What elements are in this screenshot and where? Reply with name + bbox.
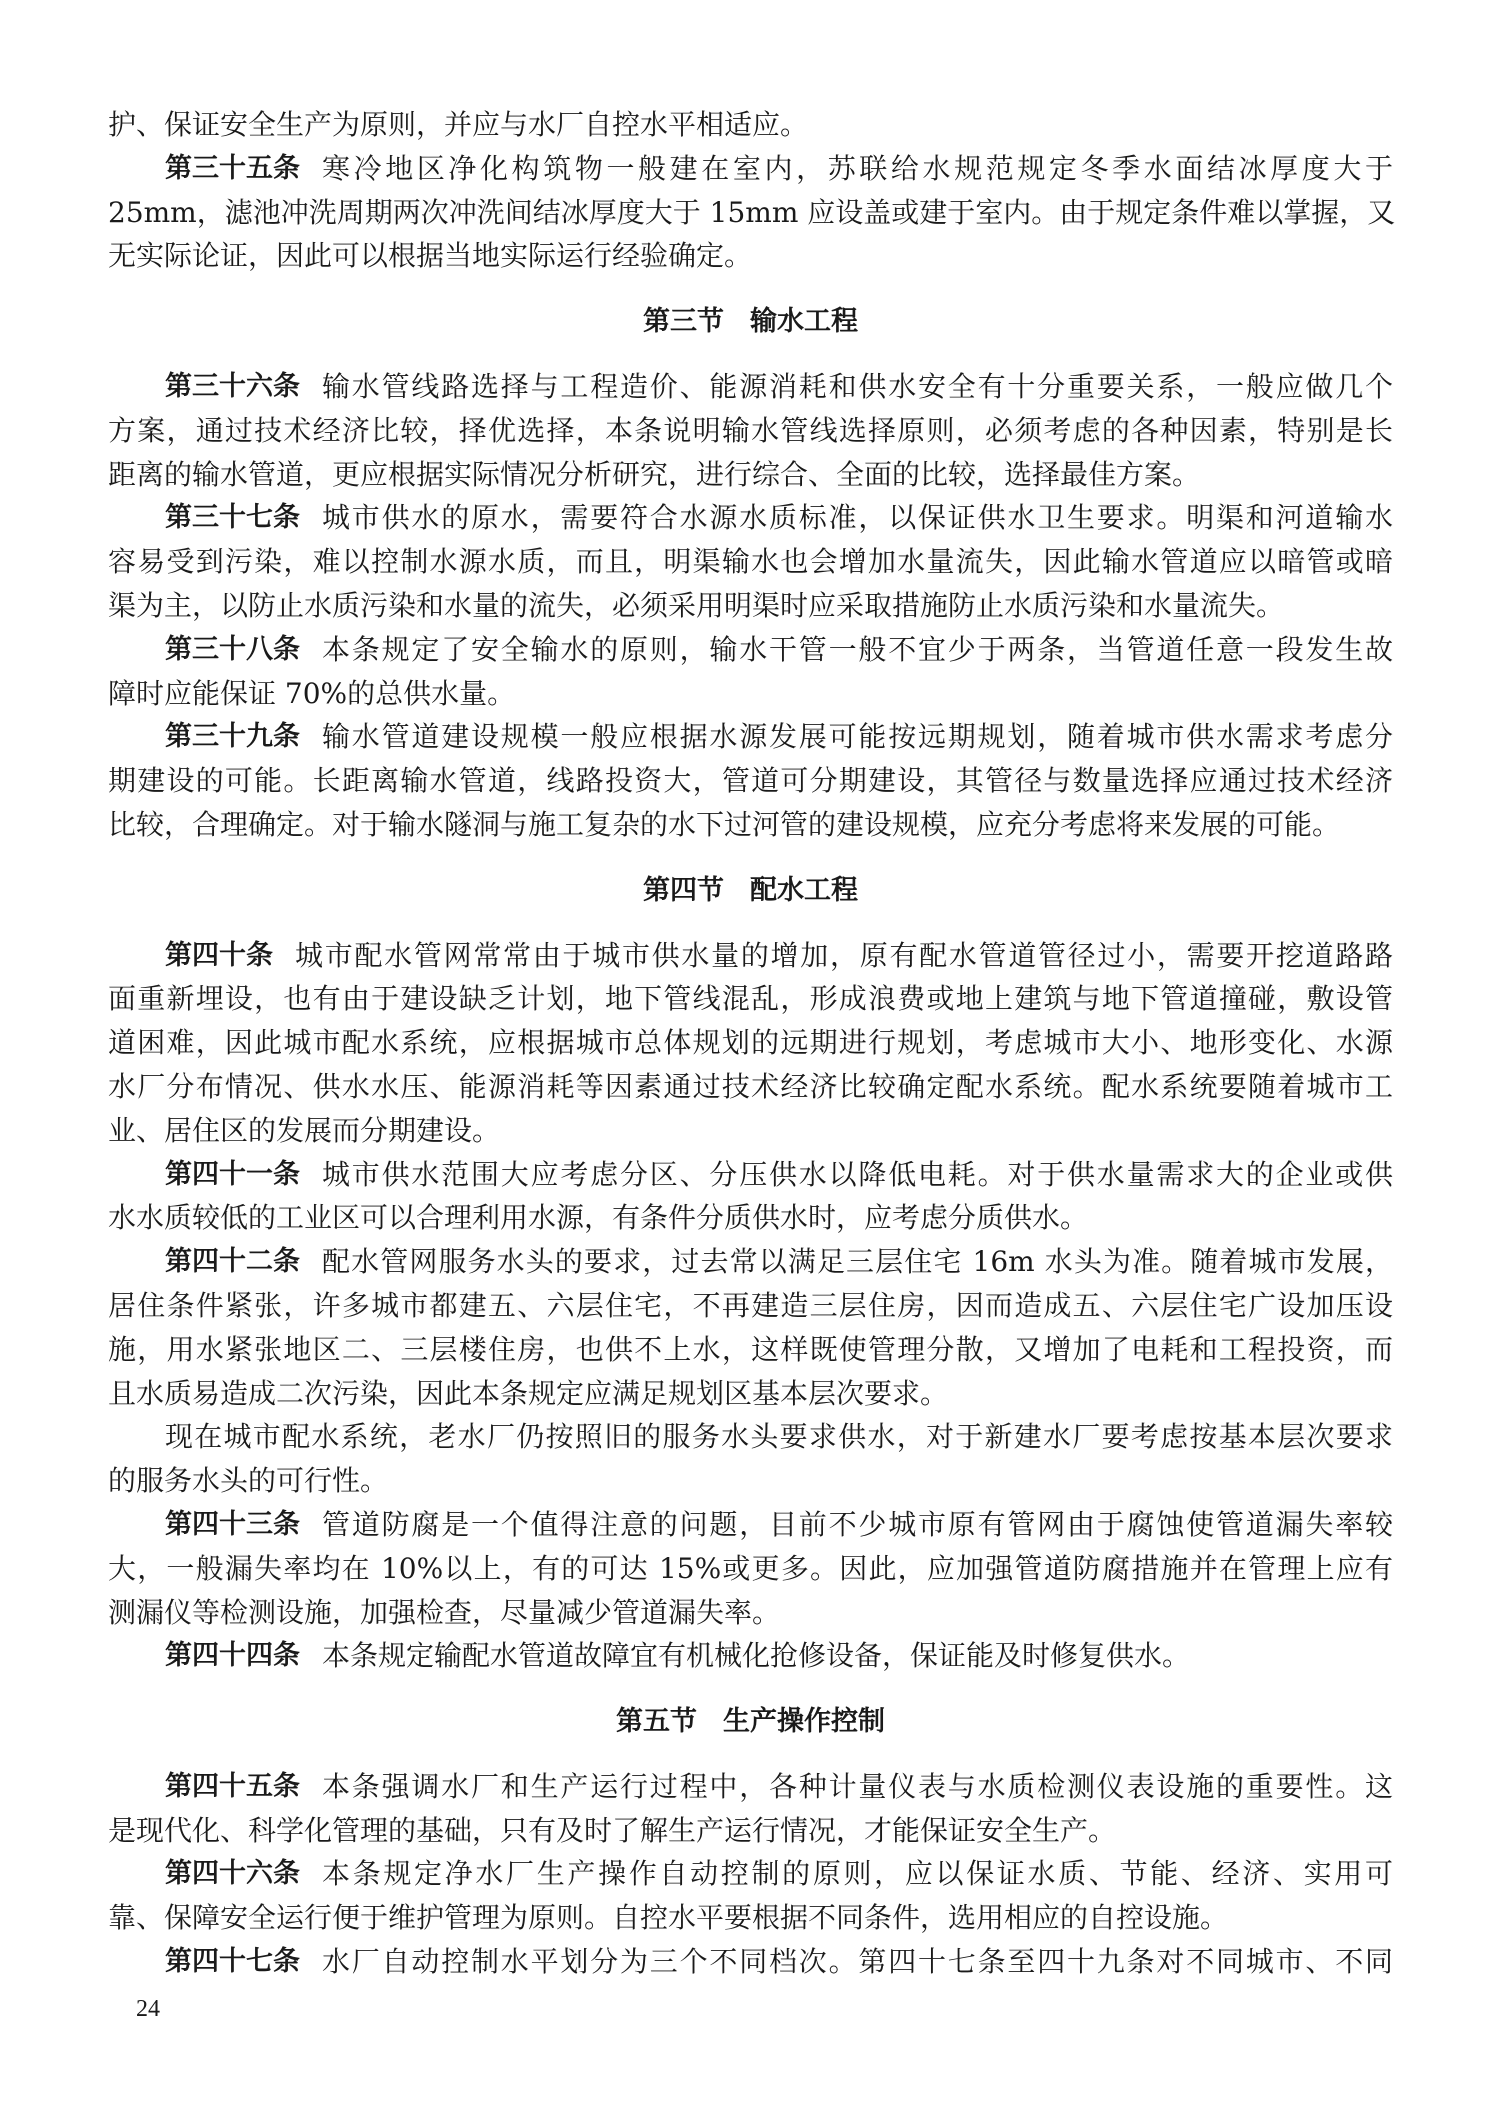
section-number: 第四节 — [643, 874, 724, 906]
paragraph — [108, 103, 1393, 147]
line-text: 居住条件紧张，许多城市都建五、六层住宅，不再建造三层住房，因而造成五、六层住宅广设加压设 — [108, 1288, 1393, 1322]
line-text: 现在城市配水系统，老水厂仍按照旧的服务水头要求供水，对于新建水厂要考虑按基本层次要求 — [165, 1420, 1393, 1454]
line-text: 道困难，因此城市配水系统，应根据城市总体规划的远期进行规划，考虑城市大小、地形变化、水源 — [108, 1026, 1393, 1060]
text-line — [108, 1196, 1393, 1240]
section-heading — [108, 300, 1393, 344]
line-text: 是现代化、科学化管理的基础，只有及时了解生产运行情况，才能保证安全生产。 — [108, 1813, 1117, 1847]
section-number: 第五节 — [616, 1706, 697, 1738]
text-line — [108, 803, 1393, 847]
article-paragraph — [108, 1765, 1393, 1853]
article-label: 第四十四条 — [165, 1640, 300, 1672]
line-text: 本条规定输配水管道故障宜有机械化抢修设备，保证能及时修复供水。 — [322, 1639, 1191, 1673]
text-line — [108, 1328, 1393, 1372]
article-paragraph — [108, 715, 1393, 846]
article-label: 第三十六条 — [165, 370, 300, 402]
text-line — [108, 1940, 1393, 1984]
article-label: 第四十一条 — [165, 1158, 300, 1190]
text-line — [108, 1547, 1393, 1591]
text-line — [108, 759, 1393, 803]
line-text: 障时应能保证 70%的总供水量。 — [108, 676, 516, 710]
section-heading — [108, 1700, 1393, 1744]
line-text: 城市供水的原水，需要符合水源水质标准，以保证供水卫生要求。明渠和河道输水 — [322, 501, 1393, 535]
line-text: 渠为主，以防止水质污染和水量的流失，必须采用明渠时应采取措施防止水质污染和水量流失。 — [108, 588, 1285, 622]
text-line — [108, 934, 1393, 978]
line-text: 期建设的可能。长距离输水管道，线路投资大，管道可分期建设，其管径与数量选择应通过技术经济 — [108, 764, 1393, 798]
page-number: 24 — [136, 1996, 160, 2022]
text-line — [108, 496, 1393, 540]
article-paragraph — [108, 628, 1393, 716]
article-label: 第四十三条 — [165, 1508, 300, 1540]
text-line — [108, 1503, 1393, 1547]
section-title: 输水工程 — [750, 306, 858, 338]
line-text: 大，一般漏失率均在 10%以上，有的可达 15%或更多。因此，应加强管道防腐措施并在管理上应有 — [108, 1551, 1393, 1585]
line-text: 配水管网服务水头的要求，过去常以满足三层住宅 16m 水头为准。随着城市发展， — [322, 1245, 1393, 1279]
line-text: 本条规定净水厂生产操作自动控制的原则，应以保证水质、节能、经济、实用可 — [322, 1857, 1393, 1891]
line-text: 测漏仪等检测设施，加强检查，尽量减少管道漏失率。 — [108, 1595, 781, 1629]
line-text: 输水管道建设规模一般应根据水源发展可能按远期规划，随着城市供水需求考虑分 — [322, 720, 1393, 754]
line-text: 距离的输水管道，更应根据实际情况分析研究，进行综合、全面的比较，选择最佳方案。 — [108, 457, 1201, 491]
text-line — [108, 409, 1393, 453]
line-text: 城市供水范围大应考虑分区、分压供水以降低电耗。对于供水量需求大的企业或供 — [322, 1157, 1393, 1191]
line-text: 面重新埋设，也有由于建设缺乏计划，地下管线混乱，形成浪费或地上建筑与地下管道撞碰，敷设管 — [108, 982, 1393, 1016]
article-paragraph — [108, 365, 1393, 496]
text-line — [108, 147, 1393, 191]
line-text: 护、保证安全生产为原则，并应与水厂自控水平相适应。 — [108, 108, 809, 141]
text-line — [108, 1372, 1393, 1416]
article-paragraph — [108, 147, 1396, 278]
text-line — [108, 628, 1393, 672]
text-line — [108, 715, 1393, 759]
text-line — [108, 234, 1393, 278]
text-line — [108, 977, 1393, 1021]
line-text: 业、居住区的发展而分期建设。 — [108, 1113, 501, 1147]
line-text: 水水质较低的工业区可以合理利用水源，有条件分质供水时，应考虑分质供水。 — [108, 1201, 1089, 1235]
line-text: 输水管线路选择与工程造价、能源消耗和供水安全有十分重要关系，一般应做几个 — [322, 369, 1393, 403]
section-heading — [108, 869, 1393, 913]
text-line — [108, 1765, 1393, 1809]
line-text: 的服务水头的可行性。 — [108, 1464, 389, 1498]
line-text: 靠、保障安全运行便于维护管理为原则。自控水平要根据不同条件，选用相应的自控设施。 — [108, 1901, 1229, 1935]
text-line — [108, 584, 1393, 628]
section-title: 生产操作控制 — [723, 1706, 885, 1738]
text-line — [108, 191, 1396, 235]
text-line — [108, 365, 1393, 409]
article-label: 第三十九条 — [165, 721, 300, 753]
line-text: 寒冷地区净化构筑物一般建在室内，苏联给水规范规定冬季水面结冰厚度大于 — [322, 151, 1393, 185]
paragraph — [108, 1415, 1393, 1503]
line-text: 无实际论证，因此可以根据当地实际运行经验确定。 — [108, 239, 753, 273]
line-text: 25mm，滤池冲洗周期两次冲洗间结冰厚度大于 15mm 应设盖或建于室内。由于规定条件难以掌握，又 — [108, 195, 1396, 229]
article-label: 第四十条 — [165, 939, 273, 971]
text-line — [108, 103, 1393, 147]
article-paragraph — [108, 1240, 1393, 1415]
article-label: 第四十七条 — [165, 1946, 300, 1978]
line-text: 容易受到污染，难以控制水源水质，而且，明渠输水也会增加水量流失，因此输水管道应以暗管或暗 — [108, 545, 1393, 579]
section-title: 配水工程 — [750, 874, 858, 906]
text-line — [108, 1809, 1393, 1853]
text-line — [108, 1109, 1393, 1153]
line-text: 城市配水管网常常由于城市供水量的增加，原有配水管道管径过小，需要开挖道路路 — [295, 938, 1393, 972]
line-text: 管道防腐是一个值得注意的问题，目前不少城市原有管网由于腐蚀使管道漏失率较 — [322, 1507, 1393, 1541]
text-line — [108, 1415, 1393, 1459]
text-line — [108, 1896, 1393, 1940]
text-line — [108, 1852, 1393, 1896]
line-text: 施，用水紧张地区二、三层楼住房，也供不上水，这样既使管理分散，又增加了电耗和工程投资，而 — [108, 1332, 1393, 1366]
article-label: 第三十七条 — [165, 502, 300, 534]
line-text: 水厂分布情况、供水水压、能源消耗等因素通过技术经济比较确定配水系统。配水系统要随着城市工 — [108, 1069, 1393, 1103]
line-text: 水厂自动控制水平划分为三个不同档次。第四十七条至四十九条对不同城市、不同 — [322, 1945, 1393, 1979]
article-paragraph — [108, 1503, 1393, 1634]
article-paragraph — [108, 1940, 1393, 1984]
article-paragraph — [108, 1153, 1393, 1241]
text-line — [108, 1284, 1393, 1328]
text-line — [108, 672, 1393, 716]
text-line — [108, 1459, 1393, 1503]
text-line — [108, 1153, 1393, 1197]
text-line — [108, 540, 1393, 584]
text-line — [108, 453, 1393, 497]
document-page-body — [108, 103, 1396, 1984]
line-text: 比较，合理确定。对于输水隧洞与施工复杂的水下过河管的建设规模，应充分考虑将来发展的可能。 — [108, 807, 1341, 841]
article-label: 第三十五条 — [165, 152, 300, 184]
section-number: 第三节 — [643, 306, 724, 338]
line-text: 且水质易造成二次污染，因此本条规定应满足规划区基本层次要求。 — [108, 1376, 949, 1410]
text-line — [108, 1240, 1393, 1284]
text-line — [108, 1634, 1393, 1678]
line-text: 本条强调水厂和生产运行过程中，各种计量仪表与水质检测仪表设施的重要性。这 — [322, 1769, 1393, 1803]
article-paragraph — [108, 1852, 1393, 1940]
text-line — [108, 1021, 1393, 1065]
article-paragraph — [108, 934, 1393, 1153]
article-label: 第四十六条 — [165, 1858, 300, 1890]
article-paragraph — [108, 496, 1393, 627]
article-paragraph — [108, 1634, 1393, 1678]
line-text: 本条规定了安全输水的原则，输水干管一般不宜少于两条，当管道任意一段发生故 — [322, 632, 1393, 666]
article-label: 第四十二条 — [165, 1246, 300, 1278]
text-line — [108, 1591, 1393, 1635]
text-line — [108, 1065, 1393, 1109]
article-label: 第四十五条 — [165, 1770, 300, 1802]
line-text: 方案，通过技术经济比较，择优选择，本条说明输水管线选择原则，必须考虑的各种因素，特别是长 — [108, 413, 1393, 447]
article-label: 第三十八条 — [165, 633, 300, 665]
